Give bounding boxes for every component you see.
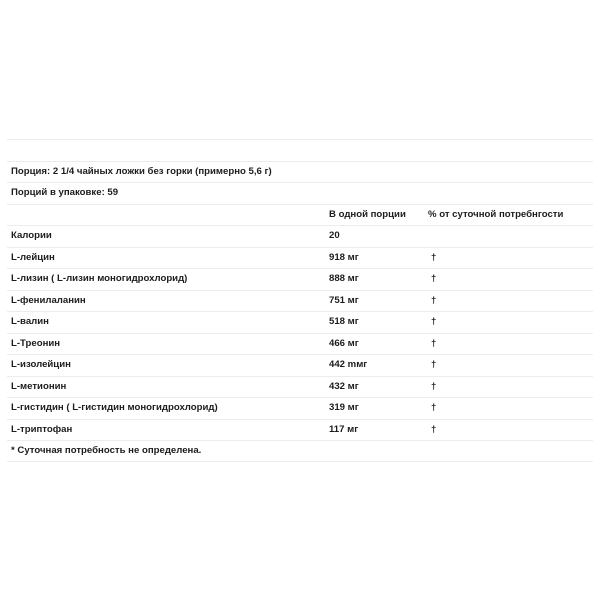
nutrient-dv: † (431, 316, 437, 327)
nutrient-dv: † (431, 423, 437, 435)
nutrient-name: L-лизин ( L-лизин моногидрохлорид) (11, 273, 188, 284)
nutrient-amount: 117 мг (329, 423, 359, 435)
footnote-text: * Суточная потребность не определена. (11, 445, 202, 456)
nutrient-dv: † (431, 402, 437, 413)
table-row (7, 397, 593, 419)
nutrient-amount: 888 мг (329, 273, 359, 284)
servings-per-container-row (7, 182, 593, 204)
table-row (7, 376, 593, 398)
header-per-serving: В одной порции (329, 208, 406, 220)
nutrient-dv: † (431, 359, 437, 370)
table-row (7, 333, 593, 355)
nutrient-amount: 432 мг (329, 380, 359, 392)
nutrient-amount: 442 mмг (329, 359, 368, 370)
nutrient-amount: 466 мг (329, 337, 359, 349)
nutrient-name: L-Треонин (11, 337, 61, 349)
nutrient-amount: 918 мг (329, 251, 359, 263)
table-row (7, 247, 593, 269)
header-row (7, 204, 593, 226)
nutrient-amount: 20 (329, 230, 340, 241)
table-row (7, 419, 593, 441)
servings-per-container-label: Порций в упаковке: 59 (11, 187, 119, 198)
header-daily-value: % от суточной потребнгости (428, 208, 564, 220)
table-row (7, 290, 593, 312)
nutrient-dv: † (431, 294, 437, 306)
nutrient-name: L-метионин (11, 380, 67, 392)
footnote-row (7, 440, 593, 462)
nutrient-name: L-гистидин ( L-гистидин моногидрохлорид) (11, 402, 218, 413)
nutrient-amount: 319 мг (329, 402, 359, 413)
nutrient-dv: † (431, 251, 437, 263)
table-row (7, 268, 593, 290)
nutrient-dv: † (431, 273, 437, 284)
nutrient-amount: 751 мг (329, 294, 359, 306)
nutrient-name: L-триптофан (11, 423, 73, 435)
nutrient-amount: 518 мг (329, 316, 359, 327)
nutrient-dv: † (431, 380, 437, 392)
nutrient-name: L-лейцин (11, 251, 55, 263)
table-row (7, 354, 593, 376)
nutrient-dv: † (431, 337, 437, 349)
nutrient-name: L-валин (11, 316, 49, 327)
serving-size-label: Порция: 2 1/4 чайных ложки без горки (примерно 5,6 г) (11, 165, 272, 177)
blank-row (7, 139, 593, 161)
supplement-facts-table (7, 139, 593, 462)
table-row (7, 311, 593, 333)
nutrient-name: L-фенилаланин (11, 294, 86, 306)
nutrient-name: L-изолейцин (11, 359, 71, 370)
nutrient-name: Калории (11, 230, 52, 241)
serving-size-row (7, 161, 593, 183)
table-row (7, 225, 593, 247)
